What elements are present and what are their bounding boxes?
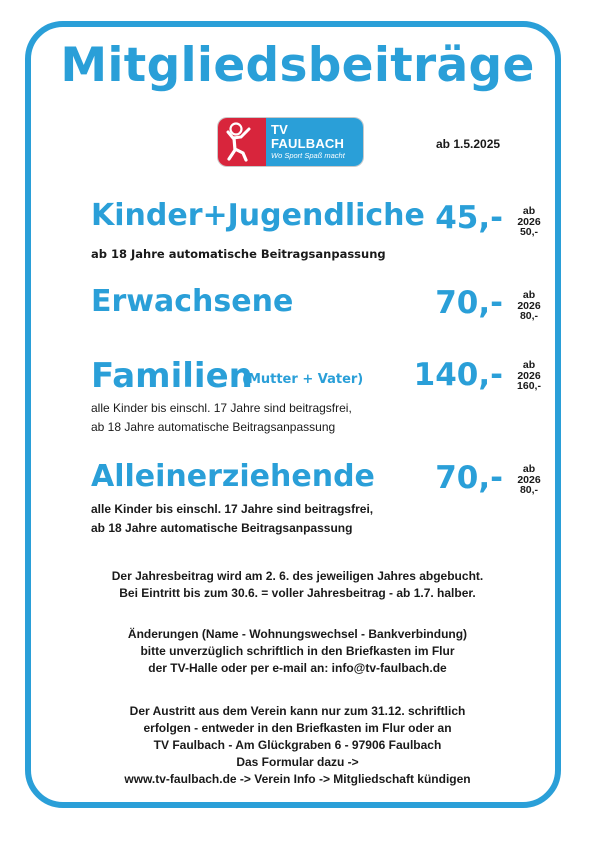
category-name: Erwachsene (91, 284, 294, 319)
category-note: ab 18 Jahre automatische Beitragsanpassung (91, 521, 353, 535)
club-logo (218, 118, 363, 166)
future-price: ab 2026 80,- (517, 289, 541, 322)
future-price: ab 2026 80,- (517, 463, 541, 496)
logo-name: TV FAULBACH (271, 122, 345, 151)
category-note: ab 18 Jahre automatische Beitragsanpassung (91, 247, 386, 261)
category-note: ab 18 Jahre automatische Beitragsanpassung (91, 420, 336, 434)
exit-info: Der Austritt aus dem Verein kann nur zum 31.12. schriftlich erfolgen - entweder in den Briefkasten im Flur oder an TV Faulbach - Am Glückgraben 6 - 97906 Faulbach Das Formular dazu -> www.tv-faulbach.de -> Verein Info -> Mitgliedschaft kündigen (124, 704, 471, 786)
category-note: alle Kinder bis einschl. 17 Jahre sind beitragsfrei, (91, 502, 374, 516)
logo-slogan: Wo Sport Spaß macht (271, 151, 345, 160)
valid-from-date: ab 1.5.2025 (436, 137, 501, 151)
category-name: Familien (91, 356, 253, 396)
category-price: 140,- (413, 357, 503, 393)
future-price: ab 2026 50,- (517, 205, 541, 238)
category-price: 70,- (435, 285, 503, 321)
category-name: Kinder+Jugendliche (91, 198, 425, 233)
page-title: Mitgliedsbeiträge (60, 38, 535, 93)
category-note: alle Kinder bis einschl. 17 Jahre sind beitragsfrei, (91, 401, 352, 415)
category-price: 45,- (435, 200, 503, 236)
category-name-note: (Mutter + Vater) (242, 372, 364, 387)
changes-info: Änderungen (Name - Wohnungswechsel - Bankverbindung) bitte unverzüglich schriftlich in den Briefkasten im Flur der TV-Halle oder per e-mail an: info@tv-faulbach.de (127, 627, 468, 675)
category-name: Alleinerziehende (91, 459, 375, 494)
gymnast-icon (218, 118, 266, 166)
payment-info: Der Jahresbeitrag wird am 2. 6. des jeweiligen Jahres abgebucht. Bei Eintritt bis zum 30.6. = voller Jahresbeitrag - ab 1.7. halber. (111, 569, 484, 600)
future-price: ab 2026 160,- (517, 359, 541, 392)
category-price: 70,- (435, 460, 503, 496)
